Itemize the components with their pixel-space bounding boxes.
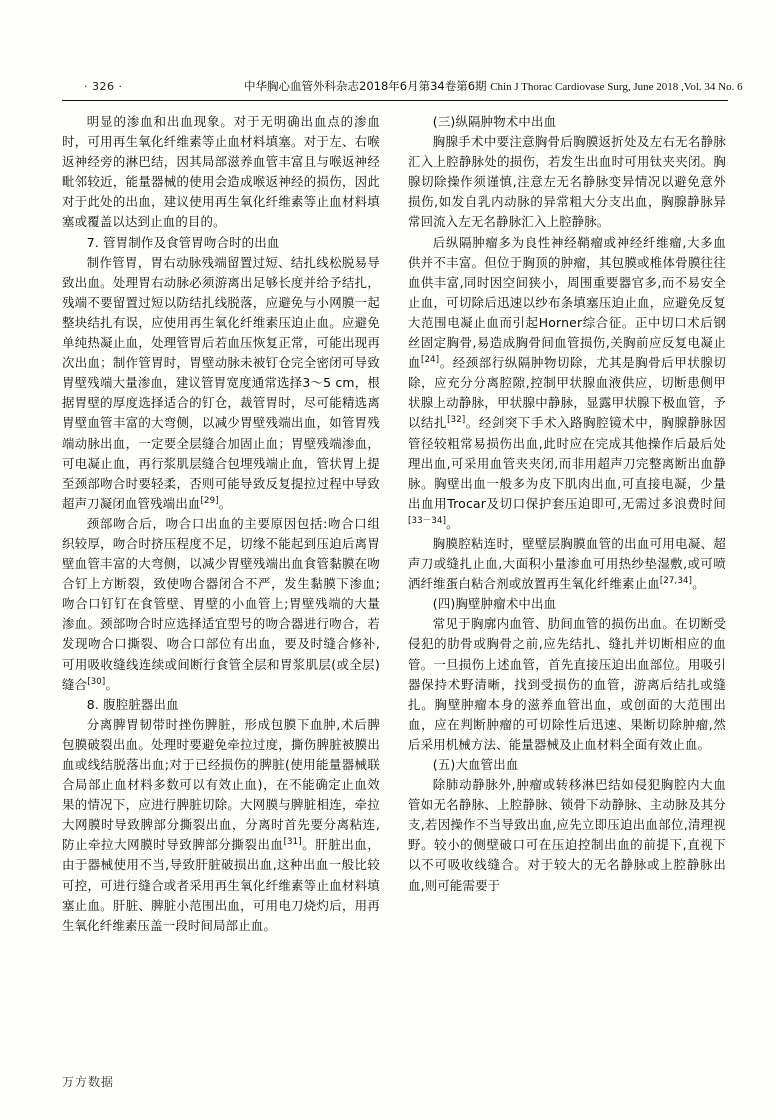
paragraph-text: 颈部吻合后，吻合口出血的主要原因包括:吻合口组织较厚，吻合时挤压程度不足，切缘不能起到压迫后离胃壁血管丰富的大弯侧，以减少胃壁残端出血食管黏膜在吻合钉上方断裂，致使吻合器闭合不严，发生黏膜下渗血;吻合口钉钉在食管壁、胃壁的小血管上;胃壁残端的大量渗血。颈部吻合时应选择适宜型号的吻合器进行吻合，若发现吻合口撕裂、吻合口部位有出血，要及时缝合修补,可用吸收缝线连续或间断行食管全层和胃浆肌层(或全层)缝合 <box>62 515 380 692</box>
page-number: · 326 · <box>84 80 123 93</box>
reference-marker: [33－34] <box>408 515 447 526</box>
reference-marker: [31] <box>283 837 302 848</box>
section-heading: 8. 腹腔脏器出血 <box>86 696 179 712</box>
reference-marker: [30] <box>87 676 106 687</box>
header-divider <box>62 100 728 101</box>
reference-marker: [29] <box>200 495 219 506</box>
paragraph: 制作管胃，胃右动脉残端留置过短、结扎线松脱易导致出血。处理胃右动脉必须游离出足够长度并给予结扎，残端不要留置过短以防结扎线脱落，应避免与小网膜一起整块结扎有误，应使用再生氧化纤维素压迫止血。应避免单纯热凝止血，处理管胃后若血压恢复正常，可能出现再次出血；制作管胃时，胃壁动脉未被钉仓完全密闭可导致胃壁残端大量渗血，建议管胃宽度通常选择3～5 cm，根据胃壁的厚度选择适合的钉仓，裁管胃时，尽可能精选离胃壁血管丰富的大弯侧，以减少胃壁残端出血，如管胃残端动脉出血，一定要全层缝合加固止血；胃壁残端渗血，可电凝止血，再行浆肌层缝合包埋残端止血，管状胃上提至颈部吻合时要轻柔，否则可能导致反复提拉过程中导致超声刀凝闭血管残端出血[29]。 <box>62 254 380 511</box>
journal-title-en: Chin J Thorac Cardiovase Surg, June 2018 ,Vol. 34 No. 6 <box>490 81 743 93</box>
paragraph <box>408 534 726 594</box>
paragraph: 常见于胸廓内血管、肋间血管的损伤出血。在切断受侵犯的肋骨或胸骨之前,应先结扎、缝扎并切断相应的血管。一旦损伤上述血管，首先直接压迫出血部位。用吸引器保持术野清晰，找到受损伤的血管，游离后结扎或缝扎。胸壁肿瘤本身的滋养血管出血，或创面的大范围出血，应在判断肿瘤的可切除性后迅速、果断切除肿瘤,然后采用机械方法、能量器械及止血材料全面有效止血。 <box>408 616 726 752</box>
paragraph: 胸腺手术中要注意胸骨后胸膜返折处及左右无名静脉汇入上腔静脉处的损伤，若发生出血时可用钛夹夹闭。胸腺切除操作须谨慎,注意左无名静脉变异情况以避免意外损伤,如发自乳内动脉的异常粗大分支出血，胸腺静脉异常回流入左无名静脉汇入上腔静脉。 <box>408 134 726 230</box>
journal-title-cn: 中华胸心血管外科杂志2018年6月第34卷第6期 <box>244 79 487 93</box>
paragraph-tail: 。经颈部行纵隔肿物切除，尤其是胸骨后甲状腺切除，应充分分离腔隙,控制甲状腺血液供应，切断患侧甲状腺上动静脉，甲状腺中静脉，显露甲状腺下极血管，予以结扎 <box>408 355 727 431</box>
paragraph-text: 胸膜腔粘连时，壁壁层胸膜血管的出血可用电凝、超声刀或缝扎止血,大面积小量渗血可用热纱垫湿敷,或可喷洒纤维蛋白粘合剂或放置再生氧化纤维素止血 <box>408 535 726 592</box>
watermark: 万方数据 <box>62 1075 115 1089</box>
paragraph: 明显的渗血和出血现象。对于无明确出血点的渗血时，可用再生氧化纤维素等止血材料填塞。对于左、右喉返神经旁的淋巴结，因其局部滋养血管丰富且与喉返神经毗邻较近，能量器械的使用会造成喉返神经的损伤，因此对于此处的出血，建议使用再生氧化纤维素等止血材料填塞或覆盖以达到止血的目的。 <box>62 114 380 230</box>
page-header <box>62 78 743 100</box>
right-column <box>408 112 726 1040</box>
reference-marker: [24] <box>421 355 440 365</box>
paragraph-text: 后纵隔肿瘤多为良性神经鞘瘤或神经纤维瘤,大多血供并不丰富。但位于胸顶的肿瘤，其包膜或椎体骨膜往往血供丰富,同时因空间狭小，周围重要器官多,而不易安全止血，可切除后迅速以纱布条填塞压迫止血，应避免反复大范围电凝止血而引起Horner综合征。正中切口术后钢丝固定胸骨,易造成胸骨间血管损伤,关胸前应反复电凝止血 <box>408 234 726 371</box>
paragraph: 除肺动静脉外,肿瘤或转移淋巴结如侵犯胸腔内大血管如无名静脉、上腔静脉、锁骨下动静脉、主动脉及其分支,若因操作不当导致出血,应先立即压迫出血部位,清理视野。较小的侧壁破口可在压迫控制出血的前提下,直视下以不可吸收线缝合。对于较大的无名静脉或上腔静脉出血,则可能需要于 <box>408 777 726 893</box>
section-heading: (三)纵隔肿物术中出血 <box>432 114 557 129</box>
paragraph-tail: 。肝脏出血，由于器械使用不当,导致肝脏破损出血,这种出血一般比较可控，可进行缝合或者采用再生氧化纤维素等止血材料填塞止血。肝脏、脾脏小范围出血，可用电刀烧灼后，用再生氧化纤维素压盖一段时间局部止血。 <box>62 837 381 933</box>
paragraph-text: 制作管胃，胃右动脉残端留置过短、结扎线松脱易导致出血。处理胃右动脉必须游离出足够长度并给予结扎，残端不要留置过短以防结扎线脱落，应避免与小网膜一起整块结扎有误，应使用再生氧化纤维素压迫止血。应避免单纯热凝止血，处理管胃后若血压恢复正常，可能出现再次出血；制作管胃时，胃壁动脉未被钉仓完全密闭可导致胃壁残端大量渗血，建议管胃宽度通常选择3～5 cm，根据胃壁的厚度选择适合的钉仓，裁管胃时，尽可能精选离胃壁血管丰富的大弯侧，以减少胃壁残端出血，如管胃残端动脉出血，一定要全层缝合加固止血；胃壁残端渗血，可电凝止血，再行浆肌层缝合包埋残端止血，管状胃上提至颈部吻合时要轻柔，否则可能导致反复提拉过程中导致超声刀凝闭血管残端出血 <box>62 254 380 511</box>
article-body <box>62 112 728 1040</box>
paragraph-tail: 。 <box>692 576 705 592</box>
paragraph <box>62 514 380 695</box>
section-heading: (五)大血管出血 <box>432 757 519 772</box>
section-heading: (四)胸壁肿瘤术中出血 <box>432 596 557 612</box>
section-heading: 7. 管胃制作及食管胃吻合时的出血 <box>86 234 280 250</box>
paragraph-text: 分离脾胃韧带时挫伤脾脏，形成包膜下血肿,术后脾包膜破裂出血。处理时要避免牵拉过度，撕伤脾脏被膜出血或线结脱落出血;对于已经损伤的脾脏(使用能量器械联合局部止血材料多数可以有效止血)，在不能确定止血效果的情况下，应进行脾脏切除。大网膜与脾脏相连，牵拉大网膜时导致脾部分撕裂出血，分离时首先要分离粘连,防止牵拉大网膜时导致脾部分撕裂出血 <box>62 716 380 853</box>
paragraph <box>62 715 380 936</box>
paragraph-continued: 。经剑突下手术入路胸腔镜术中，胸腺静脉因管径较粗常易损伤出血,此时应在完成其他操作后最后处理出血,可采用血管夹夹闭,而非用超声刀完整离断出血静脉。胸壁出血一般多为皮下肌肉出血,可直接电凝，少量出血用Trocar及切口保护套压迫即可,无需过多浪费时间 <box>408 415 727 511</box>
left-column <box>62 112 380 1040</box>
paragraph-tail: 。 <box>105 676 119 692</box>
reference-marker: [32] <box>447 415 466 426</box>
reference-marker: [27,34] <box>659 576 693 587</box>
paragraph-tail: 。 <box>446 515 459 531</box>
paragraph <box>408 233 726 534</box>
journal-info <box>244 78 743 94</box>
